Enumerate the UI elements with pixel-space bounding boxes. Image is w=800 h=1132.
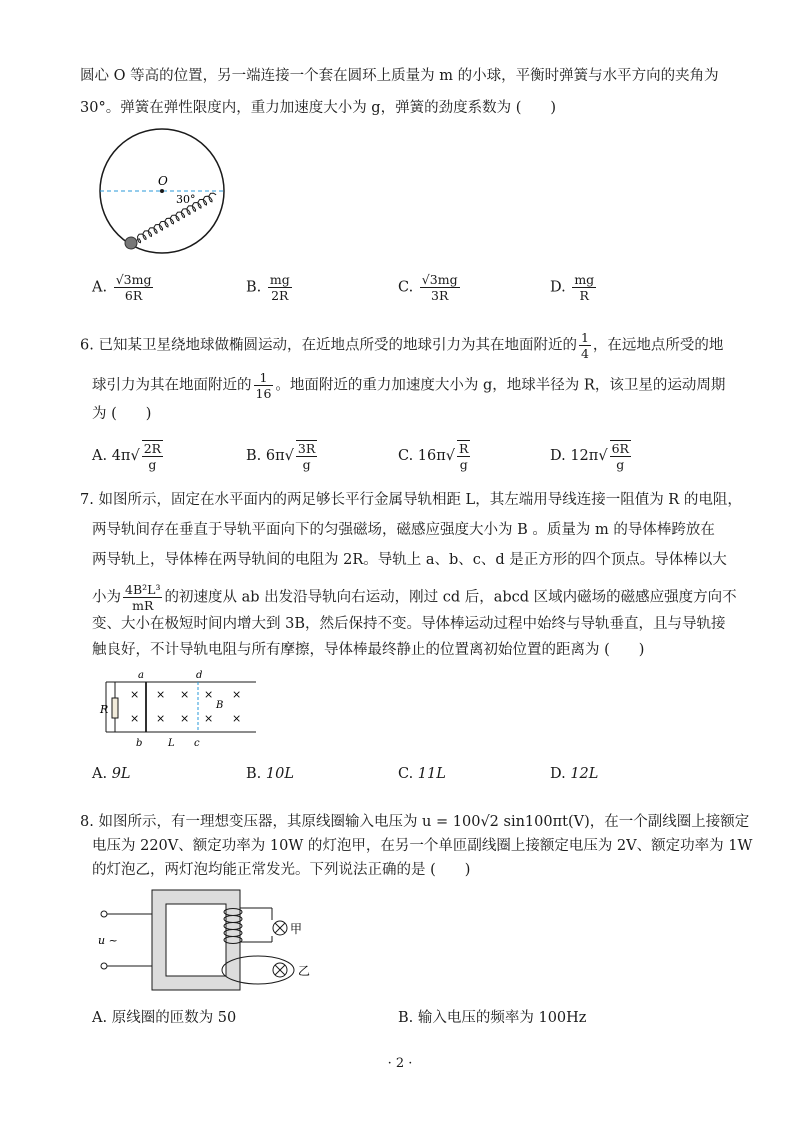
text: 如图所示，固定在水平面内的两足够长平行金属导轨相距 L，其左端用导线连接一阻值为 R 的电阻， [98, 492, 742, 508]
q8-option-a [92, 1008, 236, 1028]
input-terminal [101, 963, 107, 969]
frac-num: √3mg [115, 272, 152, 287]
option-letter: A. [92, 279, 108, 296]
frac-den: g [302, 457, 311, 472]
frac-den: mR [132, 598, 154, 613]
frac-num: 6R [611, 441, 629, 456]
option-letter: C. [398, 279, 414, 296]
q7-rail-figure [92, 668, 262, 750]
q7-option-c [398, 764, 446, 784]
q8-transformer-figure [92, 880, 322, 995]
frac-den: 6R [124, 288, 143, 303]
question-number: 6. [80, 337, 94, 354]
q7-text-line-1 [80, 490, 742, 510]
frac-den: 3R [431, 288, 449, 303]
option-letter: D. [550, 448, 566, 464]
frac-num: 2R [143, 441, 162, 456]
label-c: c [194, 738, 200, 749]
label-a: a [138, 670, 144, 681]
frac-num: 1 [254, 370, 274, 386]
q5-option-c [398, 272, 462, 303]
frac-num: mg [269, 272, 290, 287]
option-letter: A. [92, 1010, 108, 1026]
q7-option-b [246, 764, 294, 784]
text: ，在远地点所受的地 [592, 337, 724, 354]
q5-option-d [550, 272, 598, 303]
resistor-label: R [100, 703, 109, 716]
label-B: B [216, 700, 224, 711]
q8-option-b [398, 1008, 586, 1028]
option-letter: B. [246, 448, 262, 464]
field-cross: × [204, 688, 214, 701]
q6-option-a [92, 440, 165, 472]
q5-option-b [246, 272, 294, 303]
text: 球引力为其在地面附近的 [92, 377, 252, 394]
lamp-yi-label: 乙 [298, 964, 311, 978]
option-text: 输入电压的频率为 100Hz [417, 1010, 587, 1026]
field-cross: × [130, 712, 140, 725]
text: 小为 [92, 589, 121, 606]
option-letter: B. [246, 766, 262, 782]
option-letter: D. [550, 279, 566, 296]
sqrt-icon: √ [598, 448, 608, 464]
option-text: 原线圈的匝数为 50 [111, 1010, 237, 1026]
small-ball [125, 237, 137, 249]
lamp-jia-label: 甲 [290, 922, 303, 936]
angle-label: 30° [176, 193, 196, 206]
option-letter: A. [92, 766, 108, 782]
coefficient: 12π [570, 448, 599, 464]
question-number: 7. [80, 492, 94, 508]
label-b: b [136, 738, 143, 749]
q7-text-line-5: 变、大小在极短时间内增大到 3B，然后保持不变。导体棒运动过程中始终与导轨垂直，且与导轨接 [92, 616, 726, 632]
q6-text-line-1 [80, 330, 723, 361]
label-d: d [196, 670, 203, 681]
q6-text-line-2 [92, 370, 725, 401]
sqrt-icon: √ [130, 448, 140, 464]
sqrt-icon: √ [284, 448, 294, 464]
field-cross: × [232, 688, 242, 701]
q6-text-line-3: 为 ( ) [92, 406, 152, 422]
q7-text-line-6: 触良好，不计导轨电阻与所有摩擦，导体棒最终静止的位置离初始位置的距离为 ( ) [92, 642, 645, 658]
option-text: 11L [417, 766, 446, 782]
text: 已知某卫星绕地球做椭圆运动，在近地点所受的地球引力为其在地面附近的 [98, 337, 577, 354]
coefficient: 6π [265, 448, 285, 464]
frac-num: mg [574, 272, 595, 287]
core-window [166, 904, 226, 976]
sqrt-icon: √ [445, 448, 456, 464]
q5-option-a [92, 272, 155, 303]
frac-den: 4 [580, 346, 589, 361]
q8-text-line-1 [80, 812, 749, 832]
q7-option-d [550, 764, 598, 784]
coefficient: 16π [417, 448, 446, 464]
option-letter: B. [398, 1010, 414, 1026]
option-letter: C. [398, 448, 414, 464]
label-L: L [168, 738, 175, 749]
frac-den: 2R [271, 288, 289, 303]
field-cross: × [130, 688, 140, 701]
center-label: O [158, 174, 168, 188]
q5-circle-figure [92, 128, 242, 258]
field-cross: × [156, 688, 166, 701]
field-cross: × [204, 712, 214, 725]
frac-den: R [579, 288, 589, 303]
field-cross: × [232, 712, 242, 725]
q6-option-d [550, 440, 633, 472]
frac-num: 3R [297, 441, 316, 456]
frac-num: 1 [580, 330, 589, 345]
frac-den: 16 [255, 386, 272, 401]
text: 的初速度从 ab 出发沿导轨向右运动，刚过 cd 后，abcd 区域内磁场的磁感应强度方向不 [164, 589, 737, 606]
text: 如图所示，有一理想变压器，其原线圈输入电压为 u = 100√2 sin100πt(V)，在一个副线圈上接额定 [98, 814, 750, 830]
option-letter: B. [246, 279, 262, 296]
option-text: 10L [265, 766, 294, 782]
center-point [160, 189, 164, 193]
frac-den: g [148, 457, 157, 472]
text: 。地面附近的重力加速度大小为 g，地球半径为 R，该卫星的运动周期 [275, 377, 726, 394]
option-text: 9L [111, 766, 131, 782]
q6-option-c [398, 440, 472, 472]
q5-text-line-1: 圆心 O 等高的位置，另一端连接一个套在圆环上质量为 m 的小球，平衡时弹簧与水平方向的夹角为 [80, 68, 719, 84]
input-voltage-label: u ~ [98, 934, 118, 947]
frac-den: g [616, 457, 625, 472]
option-letter: A. [92, 448, 108, 464]
page-number: · 2 · [387, 1056, 413, 1071]
q7-text-line-2: 两导轨间存在垂直于导轨平面向下的匀强磁场，磁感应强度大小为 B 。质量为 m 的导体棒跨放在 [92, 522, 715, 538]
field-cross: × [180, 712, 190, 725]
q8-text-line-3: 的灯泡乙，两灯泡均能正常发光。下列说法正确的是 ( ) [92, 862, 471, 878]
option-text: 12L [570, 766, 599, 782]
q5-text-line-2: 30°。弹簧在弹性限度内，重力加速度大小为 g，弹簧的劲度系数为 ( ) [80, 100, 557, 116]
frac-num: 4B²L³ [125, 582, 161, 597]
field-cross: × [180, 688, 190, 701]
q7-text-line-4 [92, 582, 737, 613]
question-number: 8. [80, 814, 94, 830]
field-cross: × [156, 712, 166, 725]
q8-text-line-2: 电压为 220V、额定功率为 10W 的灯泡甲，在另一个单匝副线圈上接额定电压为 2V、额定功率为 1W [92, 838, 753, 854]
option-letter: D. [550, 766, 566, 782]
coefficient: 4π [111, 448, 131, 464]
frac-num: √3mg [421, 272, 458, 287]
frac-den: g [459, 457, 468, 472]
q6-option-b [246, 440, 319, 472]
option-letter: C. [398, 766, 414, 782]
q7-text-line-3: 两导轨上，导体棒在两导轨间的电阻为 2R。导轨上 a、b、c、d 是正方形的四个顶点。导体棒以大 [92, 552, 727, 568]
resistor [112, 698, 118, 718]
q7-option-a [92, 764, 131, 784]
input-terminal [101, 911, 107, 917]
frac-num: R [459, 441, 469, 456]
